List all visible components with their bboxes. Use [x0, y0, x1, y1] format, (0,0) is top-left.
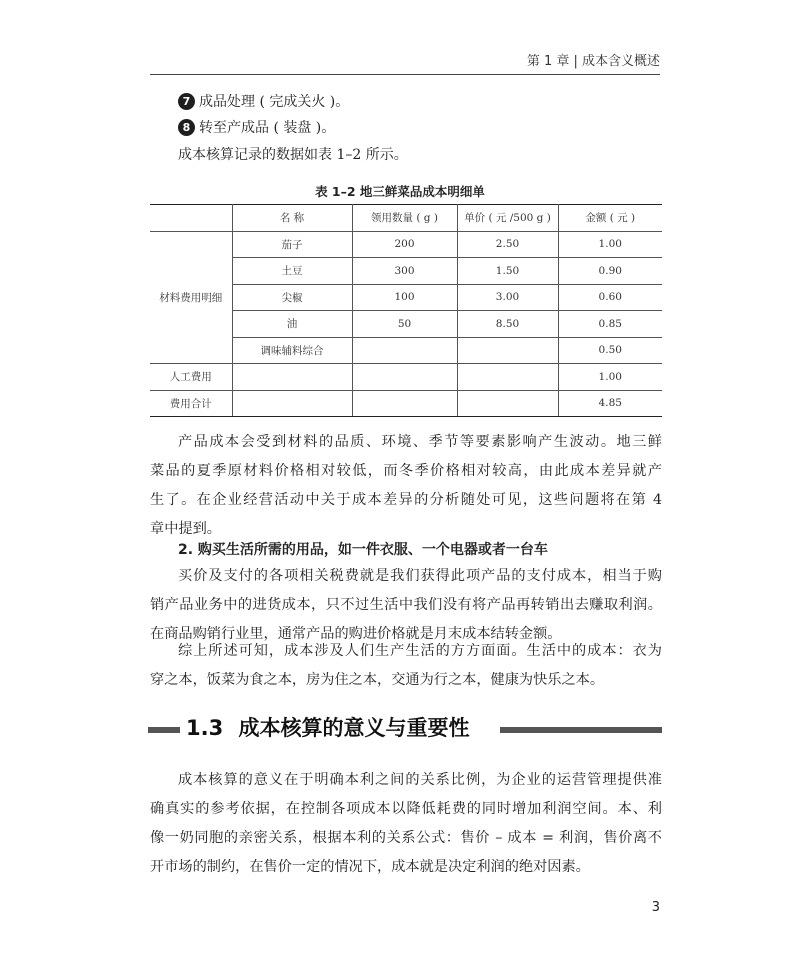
text-line: 菜品的夏季原材料价格相对较低，而冬季价格相对较高，由此成本差异就产: [150, 463, 662, 479]
paragraph-cost-variance: [150, 428, 662, 544]
header-cell: [150, 205, 232, 232]
text-line: 像一奶同胞的亲密关系，根据本利的关系公式：售价 – 成本 = 利润，售价离不: [150, 830, 662, 846]
sub-heading: 2. 购买生活所需的用品，如一件衣服、一个电器或者一台车: [178, 542, 548, 558]
material-qty: 50: [352, 311, 457, 338]
material-price: 1.50: [457, 258, 558, 285]
paragraph-summary: [150, 637, 662, 695]
step-number-badge: 7: [178, 93, 195, 110]
material-price: 2.50: [457, 231, 558, 258]
total-amount: 4.85: [558, 390, 662, 417]
material-name: 土豆: [232, 258, 352, 285]
material-qty: 100: [352, 284, 457, 311]
section-heading: [148, 712, 662, 746]
paragraph-purchase: [150, 562, 662, 649]
text-line: 产品成本会受到材料的品质、环境、季节等要素影响产生波动。地三鲜: [178, 434, 662, 450]
header-cell: 金额 ( 元 ): [558, 205, 662, 232]
text-line: 买价及支付的各项相关税费就是我们获得此项产品的支付成本，相当于购: [178, 568, 662, 584]
text-line: 章中提到。: [150, 521, 221, 537]
running-header: [150, 44, 660, 75]
table-caption: 表 1–2 地三鲜菜品成本明细单: [315, 184, 485, 199]
step-8: [178, 117, 335, 137]
page-number: 3: [651, 900, 660, 915]
material-name: 调味辅料综合: [232, 337, 352, 364]
material-price: 3.00: [457, 284, 558, 311]
labor-row: [150, 364, 662, 391]
material-price: 8.50: [457, 311, 558, 338]
material-amount: 0.60: [558, 284, 662, 311]
text-line: 销产品业务中的进货成本，只不过生活中我们没有将产品再转销出去赚取利润。: [150, 597, 662, 613]
step-7: [178, 91, 349, 111]
material-amount: 0.90: [558, 258, 662, 285]
section-title-text: 成本核算的意义与重要性: [238, 716, 470, 740]
labor-amount: 1.00: [558, 364, 662, 391]
table-header-row: [150, 205, 662, 232]
step-text: 转至产成品 ( 装盘 )。: [199, 120, 336, 136]
text-line: 成本核算的意义在于明确本利之间的关系比例，为企业的运营管理提供准: [178, 772, 662, 788]
total-row: [150, 390, 662, 417]
chapter-header: 第 1 章 | 成本含义概述: [526, 54, 660, 69]
section-title: [186, 712, 470, 742]
text-line: 开市场的制约，在售价一定的情况下，成本就是决定利润的绝对因素。: [150, 859, 590, 875]
table-intro: 成本核算记录的数据如表 1–2 所示。: [178, 147, 408, 163]
table-row: [150, 231, 662, 258]
material-amount: 1.00: [558, 231, 662, 258]
section-number: 1.3: [186, 716, 224, 740]
material-qty: 300: [352, 258, 457, 285]
header-cell: 名 称: [232, 205, 352, 232]
step-text: 成品处理 ( 完成关火 )。: [199, 94, 350, 110]
heading-rule-left: [148, 727, 180, 733]
header-cell: 领用数量 ( g ): [352, 205, 457, 232]
text-line: 确真实的参考依据，在控制各项成本以降低耗费的同时增加利润空间。本、利: [150, 801, 662, 817]
header-cell: 单价 ( 元 /500 g ): [457, 205, 558, 232]
paragraph-significance: [150, 766, 662, 882]
material-name: 尖椒: [232, 284, 352, 311]
text-line: 综上所述可知，成本涉及人们生产生活的方方面面。生活中的成本：衣为: [178, 643, 662, 659]
material-qty: 200: [352, 231, 457, 258]
text-line: 穿之本，饭菜为食之本，房为住之本，交通为行之本，健康为快乐之本。: [150, 672, 605, 688]
total-label: 费用合计: [150, 390, 232, 417]
text-line: 在商品购销行业里，通常产品的购进价格就是月末成本结转金额。: [150, 626, 562, 642]
labor-label: 人工费用: [150, 364, 232, 391]
material-amount: 0.50: [558, 337, 662, 364]
step-number-badge: 8: [178, 119, 195, 136]
material-price: [457, 337, 558, 364]
text-line: 生了。在企业经营活动中关于成本差异的分析随处可见，这些问题将在第 4: [150, 492, 662, 508]
group-label: 材料费用明细: [150, 231, 232, 364]
heading-rule-right: [500, 727, 662, 733]
material-name: 油: [232, 311, 352, 338]
material-amount: 0.85: [558, 311, 662, 338]
cost-table: [150, 204, 662, 417]
material-qty: [352, 337, 457, 364]
material-name: 茄子: [232, 231, 352, 258]
